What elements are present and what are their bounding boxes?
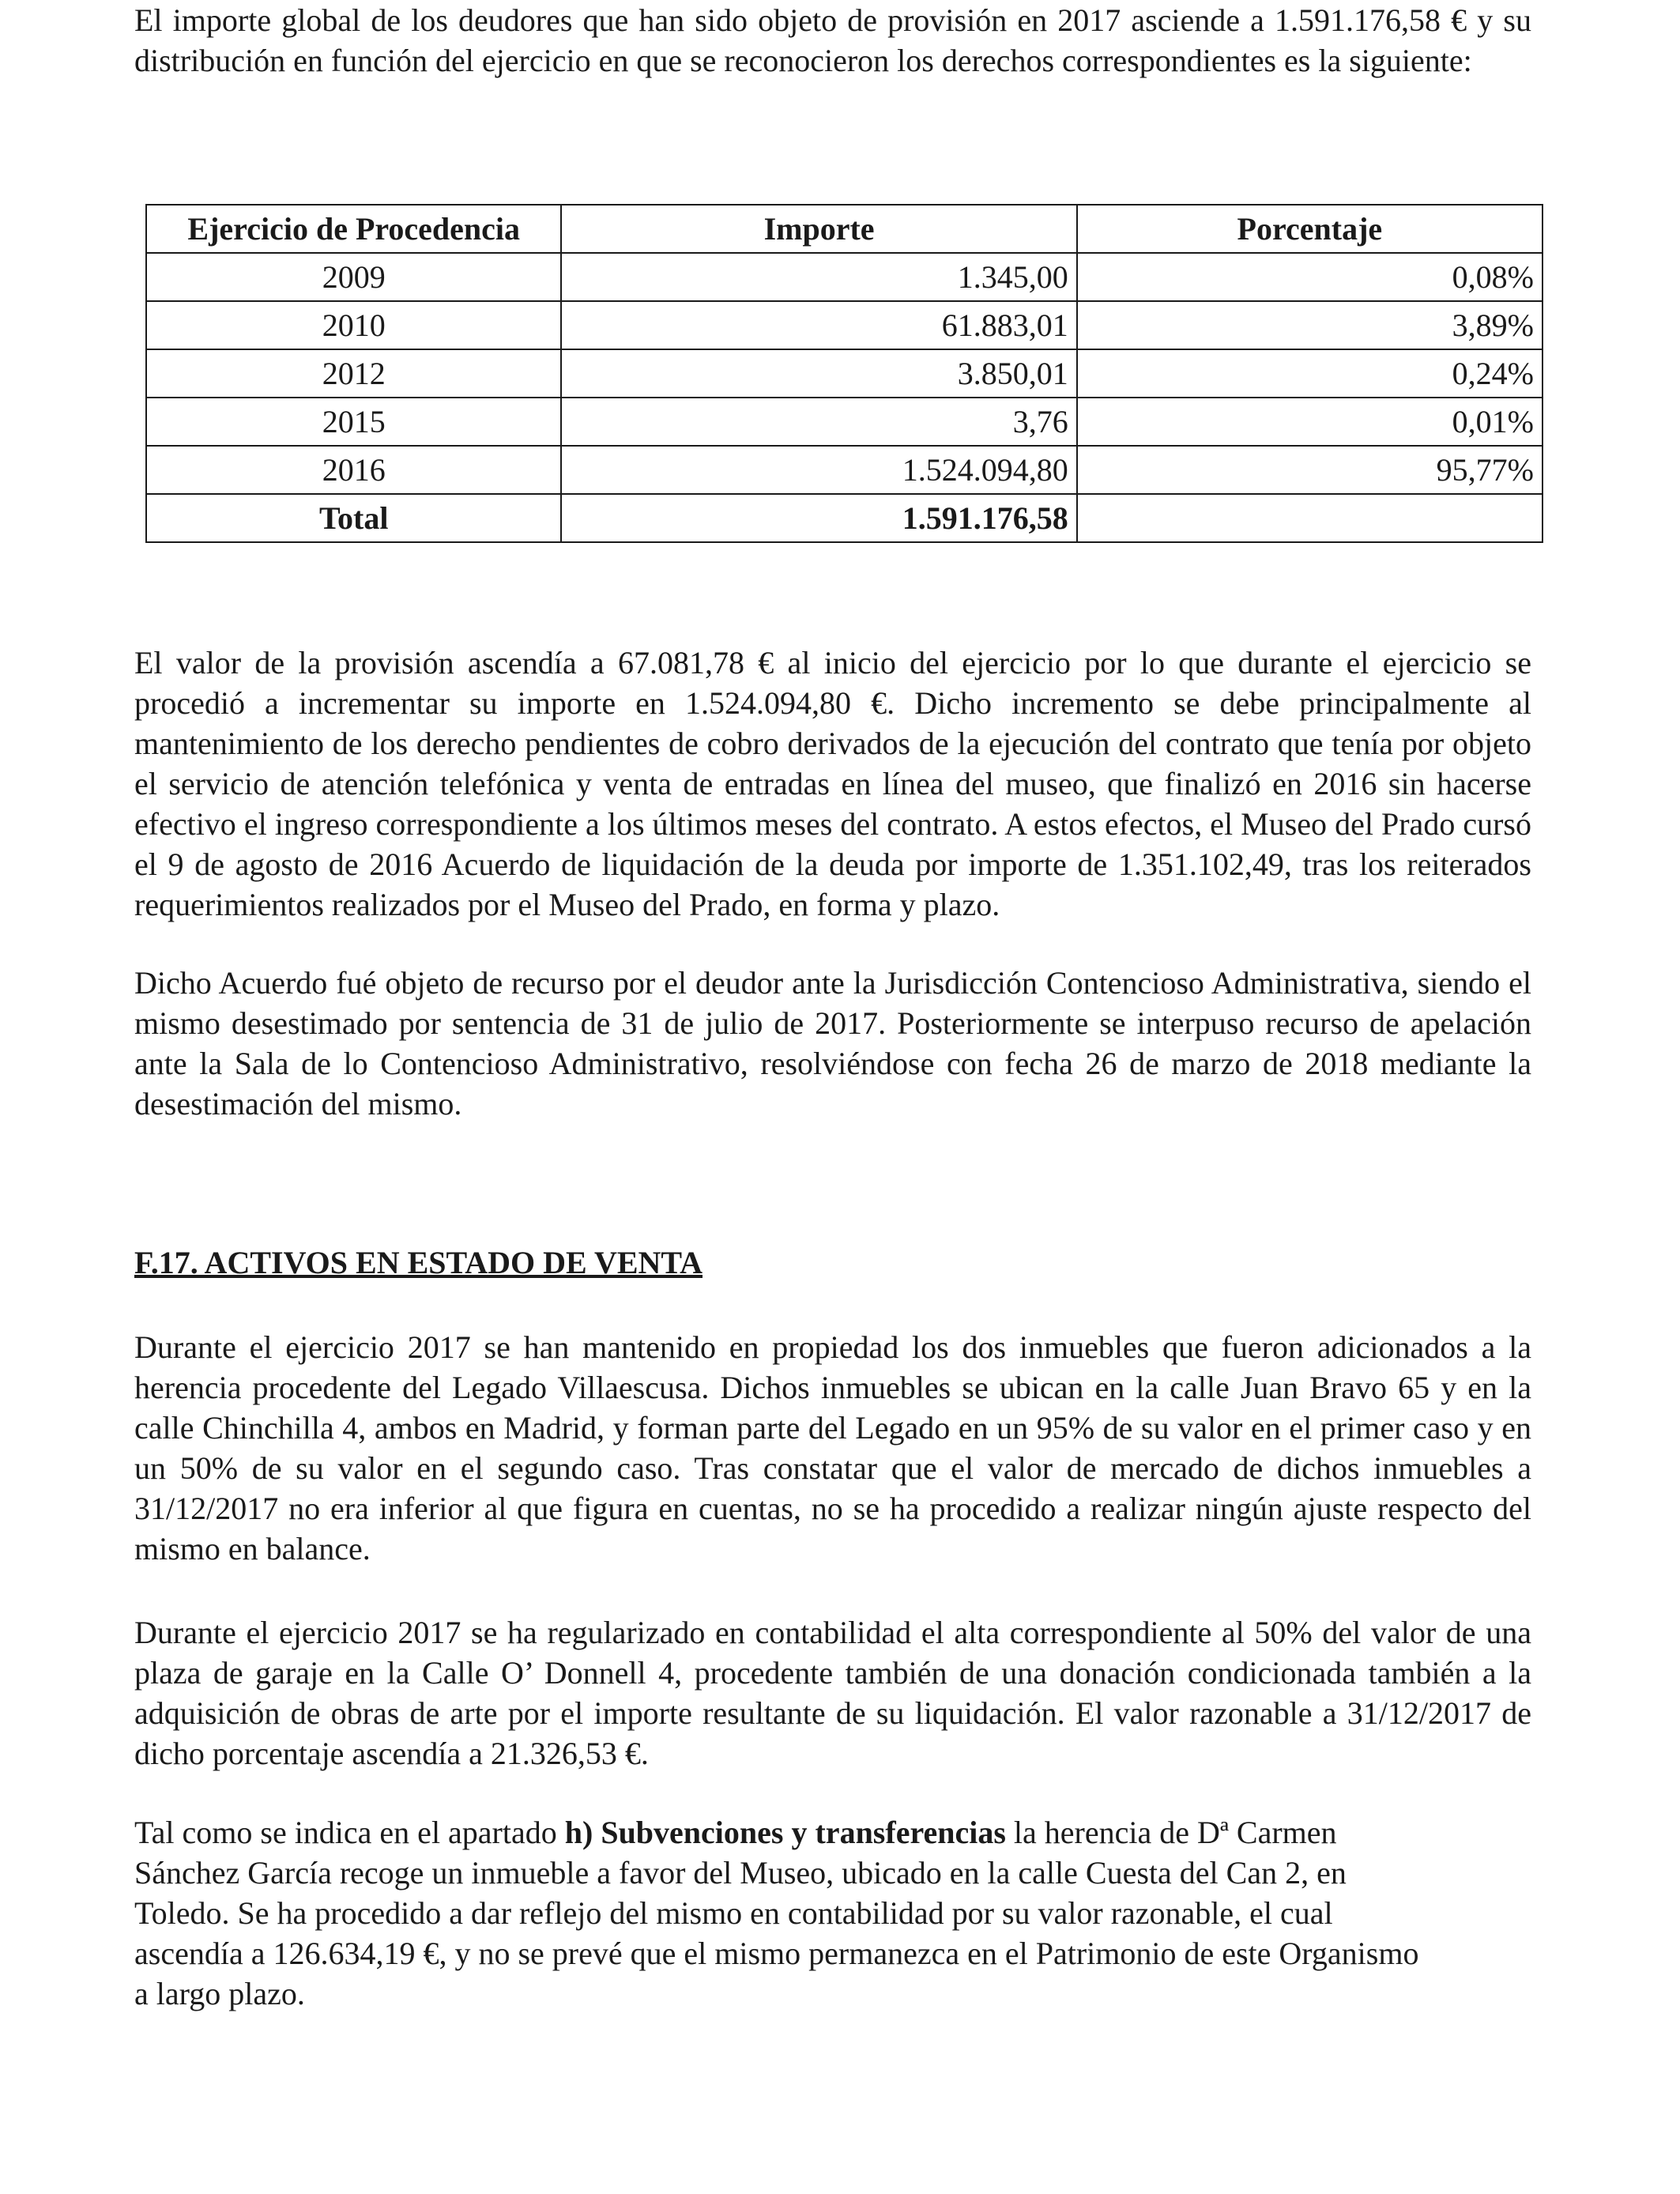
- table-row: [146, 301, 1543, 349]
- garage-paragraph: Durante el ejercicio 2017 se ha regularizado en contabilidad el alta correspondiente al 50% del valor de una plaza de garaje en la Calle O’ Donnell 4, procedente también de una donación condicionada también a la adquisición de obras de arte por el importe resultante de su liquidación. El valor razonable a 31/12/2017 de dicho porcentaje ascendía a 21.326,53 €.: [134, 1615, 1531, 1771]
- cell-amount: 1.345,00: [561, 253, 1076, 301]
- provision-value-paragraph: El valor de la provisión ascendía a 67.081,78 € al inicio del ejercicio por lo que durante el ejercicio se procedió a incrementar su importe en 1.524.094,80 €. Dicho incremento se debe principalmente al mantenimiento de los derecho pendientes de cobro derivados de la ejecución del contrato que tenía por objeto el servicio de atención telefónica y venta de entradas en línea del museo, que finalizó en 2016 sin hacerse efectivo el ingreso correspondiente a los últimos meses del contrato. A estos efectos, el Museo del Prado cursó el 9 de agosto de 2016 Acuerdo de liquidación de la deuda por importe de 1.351.102,49, tras los reiterados requerimientos realizados por el Museo del Prado, en forma y plazo.: [134, 645, 1531, 922]
- cell-pct: 3,89%: [1077, 301, 1543, 349]
- header-importe: Importe: [561, 205, 1076, 253]
- inheritance-text-after: la herencia de Dª Carmen Sánchez García recoge un inmueble a favor del Museo, ubicado en la calle Cuesta del Can 2, en Toledo. Se ha procedido a dar reflejo del mismo en contabilidad por su valor razonable, el cual ascendía a 126.634,19 €, y no se prevé que el mismo permanezca en el Patrimonio de este Organismo a largo plazo.: [134, 1815, 1419, 2011]
- provision-table: [145, 204, 1543, 543]
- total-pct-empty: [1077, 494, 1543, 542]
- cell-year: 2009: [146, 253, 561, 301]
- properties-paragraph: Durante el ejercicio 2017 se han mantenido en propiedad los dos inmuebles que fueron adicionados a la herencia procedente del Legado Villaescusa. Dichos inmuebles se ubican en la calle Juan Bravo 65 y en la calle Chinchilla 4, ambos en Madrid, y forman parte del Legado en un 95% de su valor en el primer caso y en un 50% de su valor en el segundo caso. Tras constatar que el valor de mercado de dichos inmuebles a 31/12/2017 no era inferior al que figura en cuentas, no se ha procedido a realizar ningún ajuste respecto del mismo en balance.: [134, 1329, 1531, 1566]
- cell-amount: 3.850,01: [561, 349, 1076, 398]
- total-label: Total: [146, 494, 561, 542]
- table-row: [146, 398, 1543, 446]
- cell-amount: 61.883,01: [561, 301, 1076, 349]
- section-heading: F.17. ACTIVOS EN ESTADO DE VENTA: [134, 1245, 703, 1280]
- subsidies-reference: h) Subvenciones y transferencias: [564, 1815, 1006, 1850]
- cell-pct: 95,77%: [1077, 446, 1543, 494]
- header-porcentaje: Porcentaje: [1077, 205, 1543, 253]
- table-row: [146, 253, 1543, 301]
- cell-pct: 0,01%: [1077, 398, 1543, 446]
- inheritance-paragraph: [134, 1812, 1422, 2014]
- table-row: [146, 446, 1543, 494]
- table-total-row: [146, 494, 1543, 542]
- cell-amount: 1.524.094,80: [561, 446, 1076, 494]
- cell-year: 2010: [146, 301, 561, 349]
- cell-pct: 0,08%: [1077, 253, 1543, 301]
- intro-paragraph: El importe global de los deudores que han sido objeto de provisión en 2017 asciende a 1.591.176,58 € y su distribución en función del ejercicio en que se reconocieron los derechos correspondientes es la siguiente:: [134, 2, 1531, 78]
- cell-year: 2015: [146, 398, 561, 446]
- cell-year: 2016: [146, 446, 561, 494]
- inheritance-text-before: Tal como se indica en el apartado: [134, 1815, 565, 1850]
- header-ejercicio: Ejercicio de Procedencia: [146, 205, 561, 253]
- cell-year: 2012: [146, 349, 561, 398]
- cell-amount: 3,76: [561, 398, 1076, 446]
- total-amount: 1.591.176,58: [561, 494, 1076, 542]
- table-row: [146, 349, 1543, 398]
- table-header-row: [146, 205, 1543, 253]
- agreement-paragraph: Dicho Acuerdo fué objeto de recurso por el deudor ante la Jurisdicción Contencioso Administrativa, siendo el mismo desestimado por sentencia de 31 de julio de 2017. Posteriormente se interpuso recurso de apelación ante la Sala de lo Contencioso Administrativo, resolviéndose con fecha 26 de marzo de 2018 mediante la desestimación del mismo.: [134, 965, 1531, 1122]
- cell-pct: 0,24%: [1077, 349, 1543, 398]
